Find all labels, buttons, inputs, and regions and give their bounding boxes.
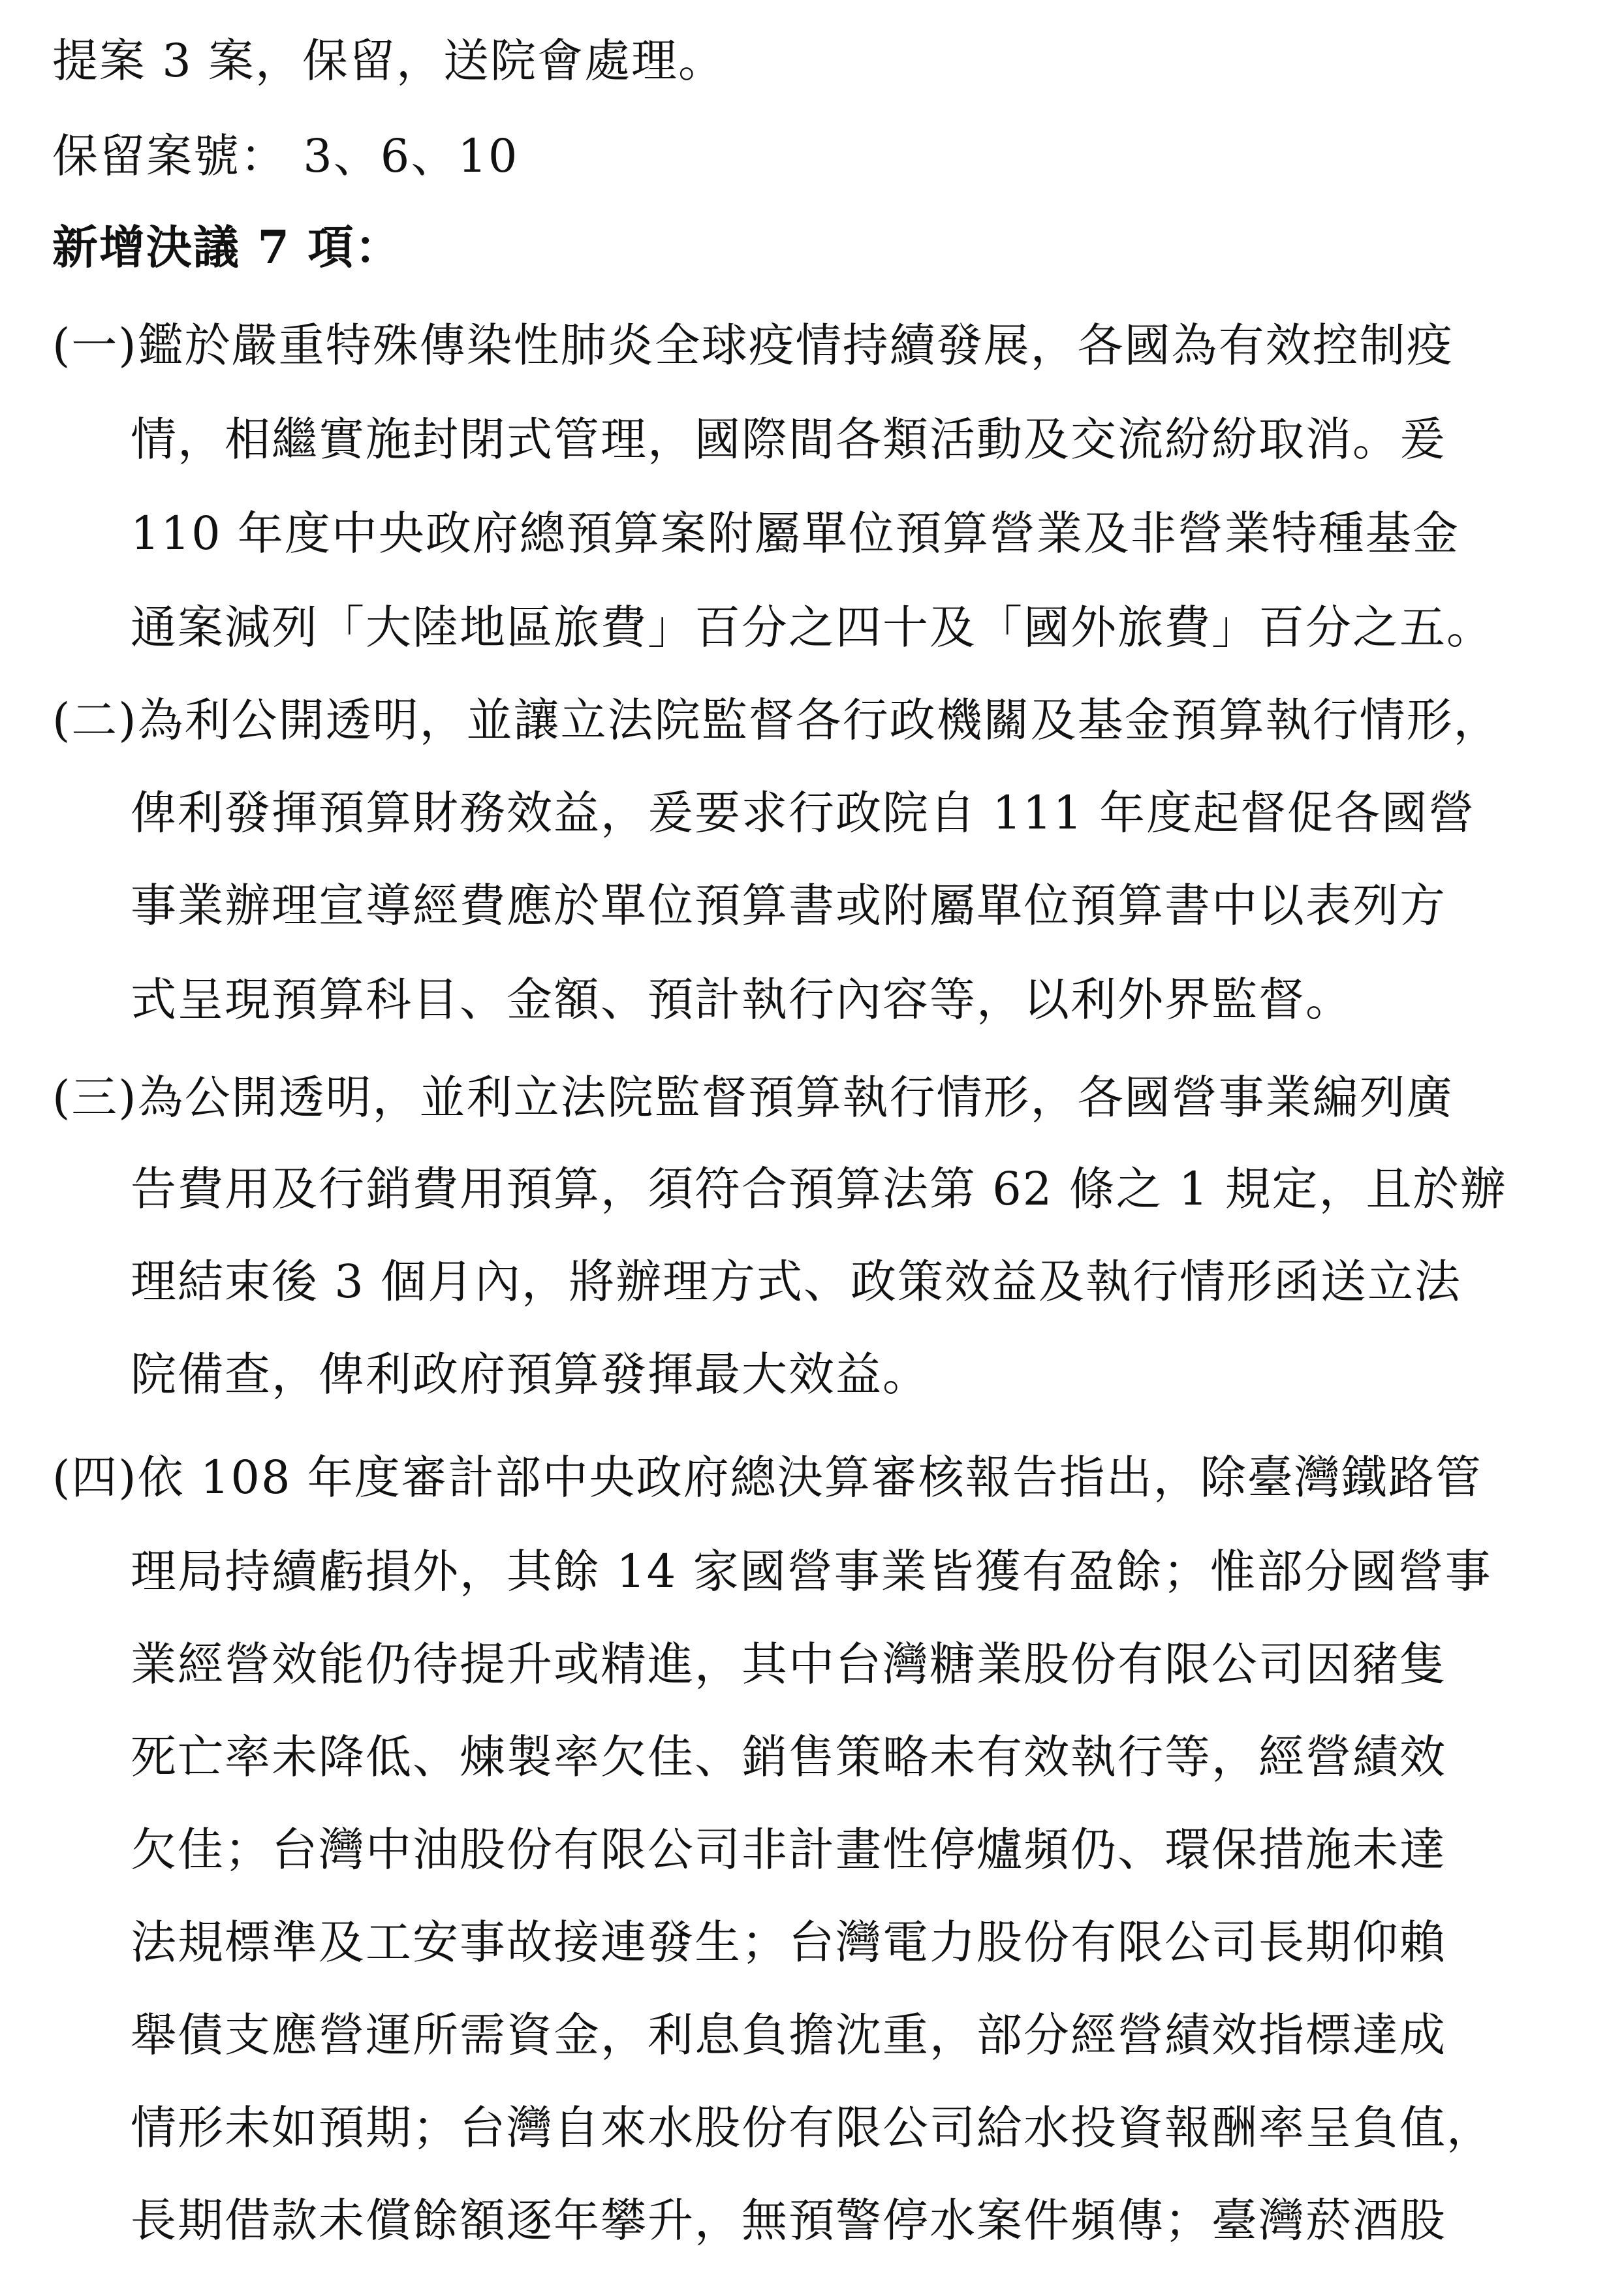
resolution-line: 死亡率未降低、煉製率欠佳、銷售策略未有效執行等，經營績效	[131, 1730, 1446, 1784]
resolution-line: 欠佳；台灣中油股份有限公司非計畫性停爐頻仍、環保措施未達	[131, 1823, 1446, 1876]
resolution-line: 俾利發揮預算財務效益，爰要求行政院自 111 年度起督促各國營	[131, 786, 1476, 840]
resolution-line: 舉債支應營運所需資金，利息負擔沈重，部分經營績效指標達成	[131, 2008, 1446, 2062]
resolution-line: 理局持續虧損外，其餘 14 家國營事業皆獲有盈餘；惟部分國營事	[131, 1545, 1492, 1598]
resolution-line: 通案減列「大陸地區旅費」百分之四十及「國外旅費」百分之五。	[131, 601, 1493, 654]
resolution-line: (四)依 108 年度審計部中央政府總決算審核報告指出，除臺灣鐵路管	[52, 1451, 1482, 1504]
resolution-line: 式呈現預算科目、金額、預計執行內容等，以利外界監督。	[131, 973, 1352, 1026]
resolution-line: (一)鑑於嚴重特殊傳染性肺炎全球疫情持續發展，各國為有效控制疫	[52, 319, 1454, 372]
summary-line: 提案 3 案，保留，送院會處理。	[52, 34, 726, 87]
section-title: 新增決議 7 項：	[52, 220, 402, 274]
resolution-line: 情，相繼實施封閉式管理，國際間各類活動及交流紛紛取消。爰	[131, 413, 1446, 466]
reserved-cases-line: 保留案號： 3、6、10	[52, 129, 519, 183]
resolution-line: 院備查，俾利政府預算發揮最大效益。	[131, 1348, 929, 1401]
resolution-line: (二)為利公開透明，並讓立法院監督各行政機關及基金預算執行情形，	[52, 693, 1501, 747]
resolution-line: 告費用及行銷費用預算，須符合預算法第 62 條之 1 規定，且於辦	[131, 1162, 1507, 1216]
resolution-line: 110 年度中央政府總預算案附屬單位預算營業及非營業特種基金	[131, 507, 1460, 560]
resolution-line: (三)為公開透明，並利立法院監督預算執行情形，各國營事業編列廣	[52, 1071, 1454, 1124]
resolution-line: 業經營效能仍待提升或精進，其中台灣糖業股份有限公司因豬隻	[131, 1637, 1446, 1691]
resolution-line: 長期借款未償餘額逐年攀升，無預警停水案件頻傳；臺灣菸酒股	[131, 2194, 1446, 2247]
resolution-line: 法規標準及工安事故接連發生；台灣電力股份有限公司長期仰賴	[131, 1916, 1446, 1969]
resolution-line: 理結束後 3 個月內，將辦理方式、政策效益及執行情形函送立法	[131, 1255, 1462, 1308]
resolution-line: 情形未如預期；台灣自來水股份有限公司給水投資報酬率呈負值，	[131, 2101, 1493, 2155]
resolution-line: 事業辦理宣導經費應於單位預算書或附屬單位預算書中以表列方	[131, 879, 1446, 932]
